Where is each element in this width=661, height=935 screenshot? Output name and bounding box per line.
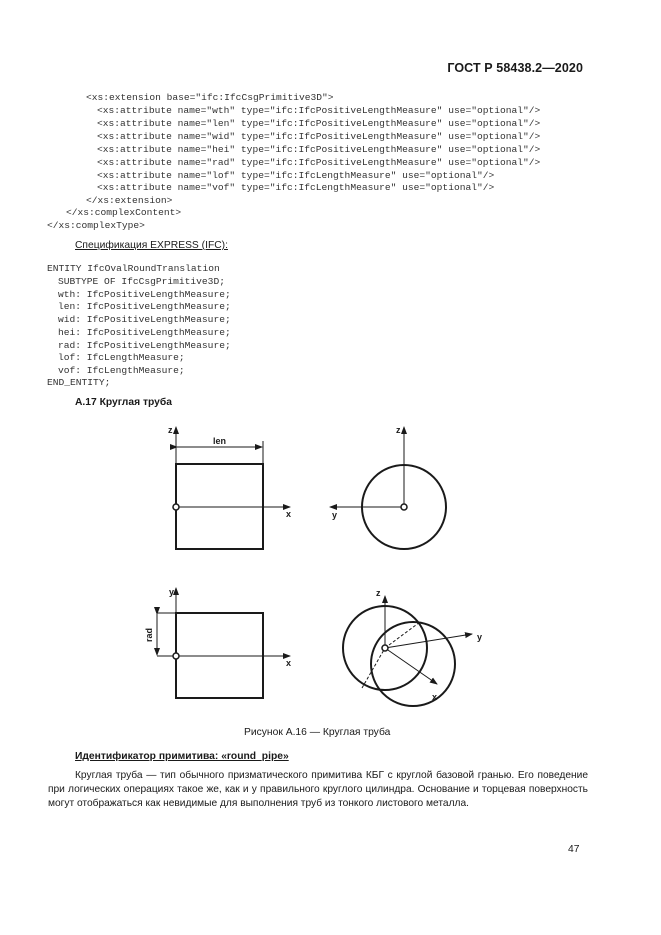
- isometric-view: [343, 596, 472, 706]
- z-axis-label: z: [396, 425, 401, 435]
- origin-point: [173, 653, 179, 659]
- y-axis-arrow: [385, 634, 472, 648]
- express-code-line: rad: IfcPositiveLengthMeasure;: [58, 340, 231, 351]
- y-axis-label: y: [477, 632, 483, 642]
- pipe-top-circle: [371, 622, 455, 706]
- rad-label: rad: [144, 627, 154, 642]
- xml-code-line: <xs:attribute name="wth" type="ifc:IfcPositiveLengthMeasure" use="optional"/>: [97, 105, 541, 116]
- xml-code-line: </xs:complexType>: [47, 220, 145, 231]
- xml-code-line: <xs:attribute name="rad" type="ifc:IfcPositiveLengthMeasure" use="optional"/>: [97, 157, 541, 168]
- xml-code-line: <xs:attribute name="wid" type="ifc:IfcPositiveLengthMeasure" use="optional"/>: [97, 131, 541, 142]
- xml-code-line: </xs:extension>: [86, 195, 173, 206]
- x-axis-label: x: [432, 692, 438, 702]
- express-code-line: hei: IfcPositiveLengthMeasure;: [58, 327, 231, 338]
- xml-code-line: </xs:complexContent>: [66, 207, 182, 218]
- origin-point: [382, 645, 388, 651]
- express-code-line: END_ENTITY;: [47, 377, 111, 388]
- xml-code-line: <xs:attribute name="vof" type="ifc:IfcLengthMeasure" use="optional"/>: [97, 182, 495, 193]
- express-heading: Спецификация EXPRESS (IFC):: [75, 240, 228, 251]
- y-axis-label: y: [169, 587, 175, 597]
- express-code-line: len: IfcPositiveLengthMeasure;: [58, 301, 231, 312]
- len-label: len: [213, 436, 227, 446]
- description-paragraph: Круглая труба — тип обычного призматического примитива КБГ с круглой базовой гранью. Его поведение при логических операциях такое же, как и у правильного круглого цилиндра. Основание и торцевая поверхность могут отображаться как невидимые для выполнения труб из тонкого листового металла.: [48, 770, 588, 810]
- standard-header: ГОСТ Р 58438.2—2020: [447, 61, 583, 75]
- x-axis-label: x: [286, 509, 292, 519]
- express-code-line: wth: IfcPositiveLengthMeasure;: [58, 289, 231, 300]
- figure-caption: Рисунок А.16 — Круглая труба: [244, 727, 391, 738]
- y-axis-label: y: [332, 510, 338, 520]
- express-code-line: vof: IfcLengthMeasure;: [58, 365, 185, 376]
- z-axis-label: z: [168, 425, 173, 435]
- xml-code-line: <xs:attribute name="len" type="ifc:IfcPositiveLengthMeasure" use="optional"/>: [97, 118, 541, 129]
- xml-code-line: <xs:attribute name="hei" type="ifc:IfcPositiveLengthMeasure" use="optional"/>: [97, 144, 541, 155]
- express-code-line: ENTITY IfcOvalRoundTranslation: [47, 263, 220, 274]
- page-number: 47: [568, 844, 580, 855]
- x-axis-arrow: [385, 648, 437, 684]
- z-axis-label: z: [376, 588, 381, 598]
- origin-point: [173, 504, 179, 510]
- identifier-heading: Идентификатор примитива: «round_pipe»: [75, 751, 289, 762]
- hidden-generator-line: [385, 622, 420, 648]
- hidden-generator-line: [362, 648, 385, 688]
- express-code-line: SUBTYPE OF IfcCsgPrimitive3D;: [58, 276, 225, 287]
- section-title: А.17 Круглая труба: [75, 397, 172, 408]
- xml-code-line: <xs:attribute name="lof" type="ifc:IfcLengthMeasure" use="optional"/>: [97, 170, 495, 181]
- plan-view: [157, 588, 290, 698]
- front-view: [173, 427, 290, 549]
- origin-point: [401, 504, 407, 510]
- xml-code-line: <xs:extension base="ifc:IfcCsgPrimitive3D">: [86, 92, 334, 103]
- express-code-line: wid: IfcPositiveLengthMeasure;: [58, 314, 231, 325]
- end-view: [330, 427, 446, 549]
- x-axis-label: x: [286, 658, 292, 668]
- express-code-line: lof: IfcLengthMeasure;: [58, 352, 185, 363]
